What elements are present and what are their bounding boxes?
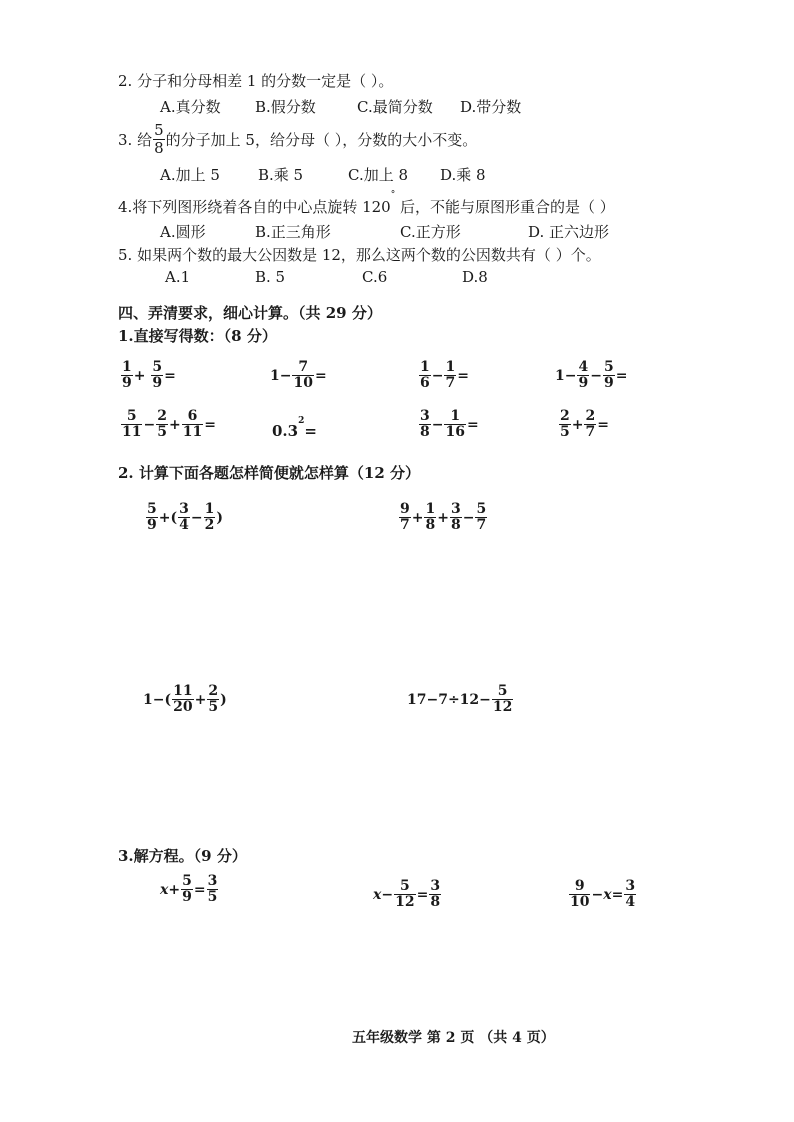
q2-option-c: C.最简分数 bbox=[357, 98, 433, 116]
equation-x-minus-5-12-eq-3-8: x− $\frac{5}{12}$ = $\frac{3}{8}$ bbox=[373, 878, 441, 911]
expr-1-9-plus-5-9: $\frac{1}{9}$ + $\frac{5}{9}$ = bbox=[122, 359, 176, 392]
degree-symbol: ° bbox=[390, 190, 396, 200]
q4-option-c: C.正方形 bbox=[400, 223, 461, 241]
q5-option-a: A.1 bbox=[165, 268, 191, 286]
question-3-stem bbox=[118, 122, 477, 156]
expr-2-5-plus-2-7: $\frac{2}{5}$ + $\frac{2}{7}$ = bbox=[560, 408, 609, 441]
question-5-stem: 5. 如果两个数的最大公因数是 12，那么这两个数的公因数共有（ ）个。 bbox=[118, 246, 601, 264]
expr-9-7-plus-1-8-plus-3-8-minus-5-7: $\frac{9}{7}$ + $\frac{1}{8}$ + $\frac{3}{8}$ − $\frac{5}{7}$ bbox=[400, 501, 487, 534]
expr-0-3-squared: $0.3^2=$ bbox=[272, 416, 317, 440]
expr-3-8-minus-1-16: $\frac{3}{8}$ − $\frac{1}{16}$ = bbox=[420, 408, 479, 441]
q3-option-c: C.加上 8 bbox=[348, 166, 409, 184]
q3-suffix: 的分子加上 5，给分母（ ），分数的大小不变。 bbox=[165, 130, 478, 149]
part-1-title: 1.直接写得数：（8 分） bbox=[118, 327, 277, 345]
part-2-title: 2. 计算下面各题怎样简便就怎样算（12 分） bbox=[118, 464, 420, 482]
equation-x-plus-5-9-eq-3-5: x+ $\frac{5}{9}$ = $\frac{3}{5}$ bbox=[160, 873, 218, 906]
q4-stem-b: 后，不能与原图形重合的是（ ） bbox=[395, 198, 615, 216]
q3-frac-num: 5 bbox=[154, 121, 164, 139]
q4-option-b: B.正三角形 bbox=[255, 223, 331, 241]
expr-17-minus-7-div-12-minus-5-12: 17−7÷12− $\frac{5}{12}$ bbox=[407, 683, 513, 716]
expr-5-11-minus-2-5-plus-6-11: $\frac{5}{11}$ − $\frac{2}{5}$ + $\frac{6}{11}$ = bbox=[122, 408, 216, 441]
section-4-title: 四、弄清要求，细心计算。（共 29 分） bbox=[118, 304, 382, 322]
expr-1-minus-4-9-minus-5-9: 1− $\frac{4}{9}$ − $\frac{5}{9}$ = bbox=[555, 359, 628, 392]
q3-option-a: A.加上 5 bbox=[160, 166, 220, 184]
question-4-stem bbox=[118, 190, 615, 217]
q3-frac-den: 8 bbox=[154, 138, 164, 157]
question-2-stem: 2. 分子和分母相差 1 的分数一定是（ ）。 bbox=[118, 72, 394, 90]
expr-1-minus-7-10: 1− $\frac{7}{10}$ = bbox=[270, 359, 327, 392]
q4-option-d: D. 正六边形 bbox=[528, 223, 610, 241]
q4-option-a: A.圆形 bbox=[160, 223, 206, 241]
expr-1-minus-11-20-plus-2-5: 1−( $\frac{11}{20}$ + $\frac{2}{5}$ ) bbox=[143, 683, 227, 716]
part-3-title: 3.解方程。（9 分） bbox=[118, 847, 247, 865]
q3-option-d: D.乘 8 bbox=[440, 166, 486, 184]
q3-fraction bbox=[153, 122, 165, 156]
q2-option-a: A.真分数 bbox=[160, 98, 221, 116]
equation-9-10-minus-x-eq-3-4: $\frac{9}{10}$ −x= $\frac{3}{4}$ bbox=[570, 878, 636, 911]
expr-1-6-minus-1-7: $\frac{1}{6}$ − $\frac{1}{7}$ = bbox=[420, 359, 469, 392]
q3-option-b: B.乘 5 bbox=[258, 166, 304, 184]
q4-stem-a: 4.将下列图形绕着各自的中心点旋转 120 bbox=[118, 198, 391, 216]
q2-option-d: D.带分数 bbox=[460, 98, 522, 116]
q5-option-c: C.6 bbox=[362, 268, 388, 286]
q3-prefix: 3. 给 bbox=[118, 130, 153, 149]
q5-option-d: D.8 bbox=[462, 268, 488, 286]
q2-option-b: B.假分数 bbox=[255, 98, 316, 116]
expr-5-9-plus-3-4-minus-1-2: $\frac{5}{9}$ +( $\frac{3}{4}$ − $\frac{1}{2}$ ) bbox=[147, 501, 223, 534]
q5-option-b: B. 5 bbox=[255, 268, 286, 286]
page-footer: 五年级数学 第 2 页 （共 4 页） bbox=[352, 1030, 555, 1046]
